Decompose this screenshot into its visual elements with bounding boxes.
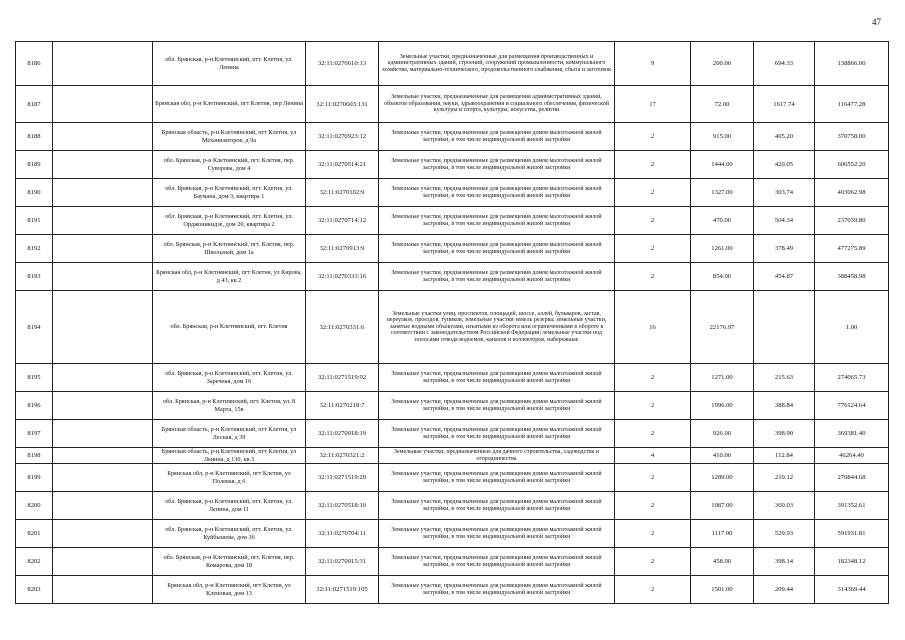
area-cell: 1087.00 [691,492,754,520]
row-number: 8186 [16,42,53,86]
row-number: 8192 [16,235,53,263]
blank-cell [53,123,153,151]
land-use-cell: Земельные участки, предназначенные для размещения домов малоэтажной жилой застройки, в том числе индивидуальной жилой застройки [379,235,615,263]
cadastral-number-cell: 32:11:0270518:10 [306,492,379,520]
blank-cell [53,42,153,86]
table-row [16,548,889,576]
specific-value-cell: 694.33 [754,42,815,86]
land-use-cell: Земельные участки, предназначенные для размещения домов малоэтажной жилой застройки, в том числе индивидуальной жилой застройки [379,207,615,235]
category-code-cell: 2 [615,464,691,492]
table-row [16,576,889,604]
address-cell: Брянская обл, р-н Клетнянский, пгт Клетня, ул Кленовая, дом 13 [153,576,306,604]
blank-cell [53,576,153,604]
table-row [16,420,889,448]
cadastral-number-cell: 32:11:0270333:16 [306,263,379,291]
category-code-cell: 2 [615,263,691,291]
area-cell: 1289.00 [691,464,754,492]
table-row [16,263,889,291]
cadastral-number-cell: 32:11:0270102:9 [306,179,379,207]
cadastral-value-table [15,41,889,604]
category-code-cell: 2 [615,235,691,263]
blank-cell [53,448,153,464]
cadastral-number-cell: 32:11:0271519:105 [306,576,379,604]
blank-cell [53,263,153,291]
table-row [16,448,889,464]
land-use-cell: Земельные участки, предназначенные для размещения домов малоэтажной жилой застройки, в том числе индивидуальной жилой застройки [379,263,615,291]
cadastral-number-cell: 32:11:0270923:12 [306,123,379,151]
address-cell: обл. Брянская, р-н Клетнянский, пгт. Клетня, ул. Заречная, дом 16 [153,364,306,392]
cadastral-number-cell: 32:11:0270918:19 [306,420,379,448]
cadastral-number-cell: 32:11:0271519:92 [306,364,379,392]
specific-value-cell [754,291,815,364]
specific-value-cell: 209.44 [754,576,815,604]
table-row [16,207,889,235]
table-row [16,291,889,364]
cadastral-number-cell: 32:11:0270714:12 [306,207,379,235]
cadastral-value-cell: 606552.20 [815,151,889,179]
blank-cell [53,86,153,123]
row-number: 8190 [16,179,53,207]
cadastral-value-cell: 314369.44 [815,576,889,604]
category-code-cell: 4 [615,448,691,464]
address-cell: обл. Брянская, р-н Клетнянский, пгт. Клетня, ул. Куйбышева, дом 36 [153,520,306,548]
area-cell: 22176.97 [691,291,754,364]
land-use-cell: Земельные участки, предназначенные для размещения домов малоэтажной жилой застройки, в том числе индивидуальной жилой застройки [379,151,615,179]
row-number: 8189 [16,151,53,179]
cadastral-value-cell: 138866.00 [815,42,889,86]
row-number: 8191 [16,207,53,235]
cadastral-value-cell: 391352.61 [815,492,889,520]
area-cell: 200.00 [691,42,754,86]
land-use-cell: Земельные участки, предназначенные для размещения домов малоэтажной жилой застройки, в том числе индивидуальной жилой застройки [379,548,615,576]
cadastral-value-cell: 274065.73 [815,364,889,392]
land-use-cell: Земельные участки, предназначенные для размещения домов малоэтажной жилой застройки, в том числе индивидуальной жилой застройки [379,492,615,520]
land-use-cell: Земельные участки, предназначенные для размещения производственных и административных зданий, строений, сооружений промышленности, коммунального хозяйства, материально-технического, продовольственного снабжения, сбыта и заготовок [379,42,615,86]
land-use-cell: Земельные участки, предназначенные для размещения домов малоэтажной жилой застройки, в том числе индивидуальной жилой застройки [379,520,615,548]
specific-value-cell: 504.34 [754,207,815,235]
row-number: 8194 [16,291,53,364]
cadastral-value-cell: 776124.64 [815,392,889,420]
category-code-cell: 2 [615,492,691,520]
land-use-cell: Земельные участки, предназначенные для размещения домов малоэтажной жилой застройки, в том числе индивидуальной жилой застройки [379,392,615,420]
blank-cell [53,420,153,448]
area-cell: 72.00 [691,86,754,123]
address-cell: обл. Брянская, р-н Клетнянский, пгт. Клетня [153,291,306,364]
row-number: 8187 [16,86,53,123]
address-cell: Брянская область, р-н Клетнянский, пгт Клетня, ул Ленина, д 130, кв 3 [153,448,306,464]
table-row [16,86,889,123]
category-code-cell: 9 [615,42,691,86]
area-cell: 1501.00 [691,576,754,604]
address-cell: обл. Брянская, р-н Клетнянский, пгт. Клетня, пер. Комарова, дом 18 [153,548,306,576]
table-row [16,464,889,492]
row-number: 8193 [16,263,53,291]
area-cell: 1444.00 [691,151,754,179]
area-cell: 1996.00 [691,392,754,420]
row-number: 8202 [16,548,53,576]
land-use-cell: Земельные участки, предназначенные для размещения домов малоэтажной жилой застройки, в том числе индивидуальной жилой застройки [379,464,615,492]
address-cell: обл. Брянская, р-н Клетнянский, пгт. Клетня, пер. Суворова, дом 4 [153,151,306,179]
category-code-cell: 2 [615,207,691,235]
specific-value-cell: 398.90 [754,420,815,448]
row-number: 8195 [16,364,53,392]
area-cell: 854.00 [691,263,754,291]
address-cell: обл. Брянская, р-н Клетнянский, пгт. Клетня, ул. Орджоникидзе, дом 20, квартира 2 [153,207,306,235]
blank-cell [53,492,153,520]
blank-cell [53,207,153,235]
row-number: 8200 [16,492,53,520]
address-cell: Брянская обл, р-н Клетнянский, пгт Клетня, пер Ленина [153,86,306,123]
table-row [16,123,889,151]
area-cell: 926.00 [691,420,754,448]
cadastral-value-cell: 1.00 [815,291,889,364]
specific-value-cell: 529.93 [754,520,815,548]
land-use-cell: Земельные участки улиц, проспектов, площадей, шоссе, аллей, бульваров, застав, переулков, проездов, тупиков; земельные участки земель резерва; земельные участки, занятые водными объектами, изъятыми из оборота или ограниченными в обороте в соответствии с законодательством Российской Федерации; земельные участки под полосами отвода водоемов, каналов и коллекторов, набережные [379,291,615,364]
specific-value-cell: 398.14 [754,548,815,576]
blank-cell [53,291,153,364]
table-row [16,235,889,263]
category-code-cell: 2 [615,420,691,448]
blank-cell [53,179,153,207]
table-row [16,364,889,392]
blank-cell [53,364,153,392]
row-number: 8198 [16,448,53,464]
table-row [16,42,889,86]
table-row [16,151,889,179]
area-cell: 1271.00 [691,364,754,392]
category-code-cell: 2 [615,151,691,179]
row-number: 8203 [16,576,53,604]
specific-value-cell: 405.20 [754,123,815,151]
cadastral-number-cell: 32:11:0270321:2 [306,448,379,464]
area-cell: 458.00 [691,548,754,576]
address-cell: Брянская область, р-н Клетнянский, пгт Клетня, ул Механизаторов, д 9а [153,123,306,151]
address-cell: Брянская обл, р-н Клетнянский, пгт Клетня, ул Кирова, д 43, кв 2 [153,263,306,291]
cadastral-number-cell: 32:11:0270514:21 [306,151,379,179]
area-cell: 470.00 [691,207,754,235]
blank-cell [53,151,153,179]
category-code-cell: 17 [615,86,691,123]
area-cell: 1327.00 [691,179,754,207]
cadastral-value-cell: 270844.68 [815,464,889,492]
category-code-cell: 2 [615,576,691,604]
category-code-cell: 2 [615,520,691,548]
cadastral-number-cell: 32:11:0270610:13 [306,42,379,86]
cadastral-number-cell: 32:11:0270704:11 [306,520,379,548]
blank-cell [53,520,153,548]
cadastral-number-cell: 32:11:0270218:7 [306,392,379,420]
specific-value-cell: 112.84 [754,448,815,464]
blank-cell [53,464,153,492]
specific-value-cell: 388.84 [754,392,815,420]
area-cell: 1117.00 [691,520,754,548]
category-code-cell: 16 [615,291,691,364]
table-row [16,492,889,520]
cadastral-value-cell: 388458.98 [815,263,889,291]
specific-value-cell: 210.12 [754,464,815,492]
cadastral-value-cell: 369381.40 [815,420,889,448]
cadastral-value-cell: 237039.80 [815,207,889,235]
area-cell: 915.00 [691,123,754,151]
category-code-cell: 2 [615,364,691,392]
address-cell: обл. Брянская, р-н Клетнянский, пгт. Клетня, ул. Баумана, дом 3, квартира 1 [153,179,306,207]
table-row [16,520,889,548]
row-number: 8196 [16,392,53,420]
category-code-cell: 2 [615,179,691,207]
area-cell: 1261.00 [691,235,754,263]
cadastral-number-cell: 32:11:0270913:9 [306,235,379,263]
address-cell: Брянская обл, р-н Клетнянский, пгт Клетня, ул Полевая, д 6 [153,464,306,492]
specific-value-cell: 215.63 [754,364,815,392]
blank-cell [53,548,153,576]
blank-cell [53,235,153,263]
row-number: 8188 [16,123,53,151]
land-use-cell: Земельные участки, предназначенные для дачного строительства, садоводства и огородничества [379,448,615,464]
row-number: 8201 [16,520,53,548]
category-code-cell: 2 [615,392,691,420]
specific-value-cell: 454.87 [754,263,815,291]
specific-value-cell: 360.03 [754,492,815,520]
cadastral-number-cell: 32:11:0270915:31 [306,548,379,576]
specific-value-cell: 1617.74 [754,86,815,123]
category-code-cell: 2 [615,548,691,576]
specific-value-cell: 378.49 [754,235,815,263]
cadastral-value-cell: 403062.98 [815,179,889,207]
cadastral-value-cell: 477275.89 [815,235,889,263]
specific-value-cell: 420.05 [754,151,815,179]
table-row [16,392,889,420]
blank-cell [53,392,153,420]
land-use-cell: Земельные участки, предназначенные для размещения домов малоэтажной жилой застройки, в том числе индивидуальной жилой застройки [379,123,615,151]
address-cell: обл. Брянская, р-н Клетнянский, пгт. Клетня, ул. Ленина [153,42,306,86]
cadastral-value-cell: 370758.00 [815,123,889,151]
row-number: 8199 [16,464,53,492]
cadastral-value-cell: 591931.81 [815,520,889,548]
land-use-cell: Земельные участки, предназначенные для размещения домов малоэтажной жилой застройки, в том числе индивидуальной жилой застройки [379,179,615,207]
address-cell: Брянская область, р-н Клетнянский, пгт Клетня, ул Лесная, д 39 [153,420,306,448]
area-cell: 410.00 [691,448,754,464]
cadastral-number-cell: 32:11:0270603:131 [306,86,379,123]
cadastral-value-cell: 182348.12 [815,548,889,576]
address-cell: обл. Брянская, р-н Клетнянский, пгт. Клетня, пер. Школьный, дом 1а [153,235,306,263]
cadastral-number-cell: 32:11:0270331:6 [306,291,379,364]
land-use-cell: Земельные участки, предназначенные для размещения домов малоэтажной жилой застройки, в том числе индивидуальной жилой застройки [379,420,615,448]
specific-value-cell: 303.74 [754,179,815,207]
category-code-cell: 2 [615,123,691,151]
cadastral-value-cell: 116477.28 [815,86,889,123]
cadastral-number-cell: 32:11:0271519:29 [306,464,379,492]
land-use-cell: Земельные участки, предназначенные для размещения домов малоэтажной жилой застройки, в том числе индивидуальной жилой застройки [379,364,615,392]
cadastral-value-cell: 46264.40 [815,448,889,464]
page-number: 47 [872,17,881,27]
row-number: 8197 [16,420,53,448]
table-row [16,179,889,207]
address-cell: обл. Брянская, р-н Клетнянский, пгт. Клетня, ул. Ленина, дом 11 [153,492,306,520]
address-cell: обл. Брянская, р-н Клетнянский, пгт. Клетня, ул. 8 Марта, 15в [153,392,306,420]
land-use-cell: Земельные участки, предназначенные для размещения административных зданий, объектов образования, науки, здравоохранения и социального обеспечения, физической культуры и спорта, культуры, искусства, религии [379,86,615,123]
land-use-cell: Земельные участки, предназначенные для размещения домов малоэтажной жилой застройки, в том числе индивидуальной жилой застройки [379,576,615,604]
